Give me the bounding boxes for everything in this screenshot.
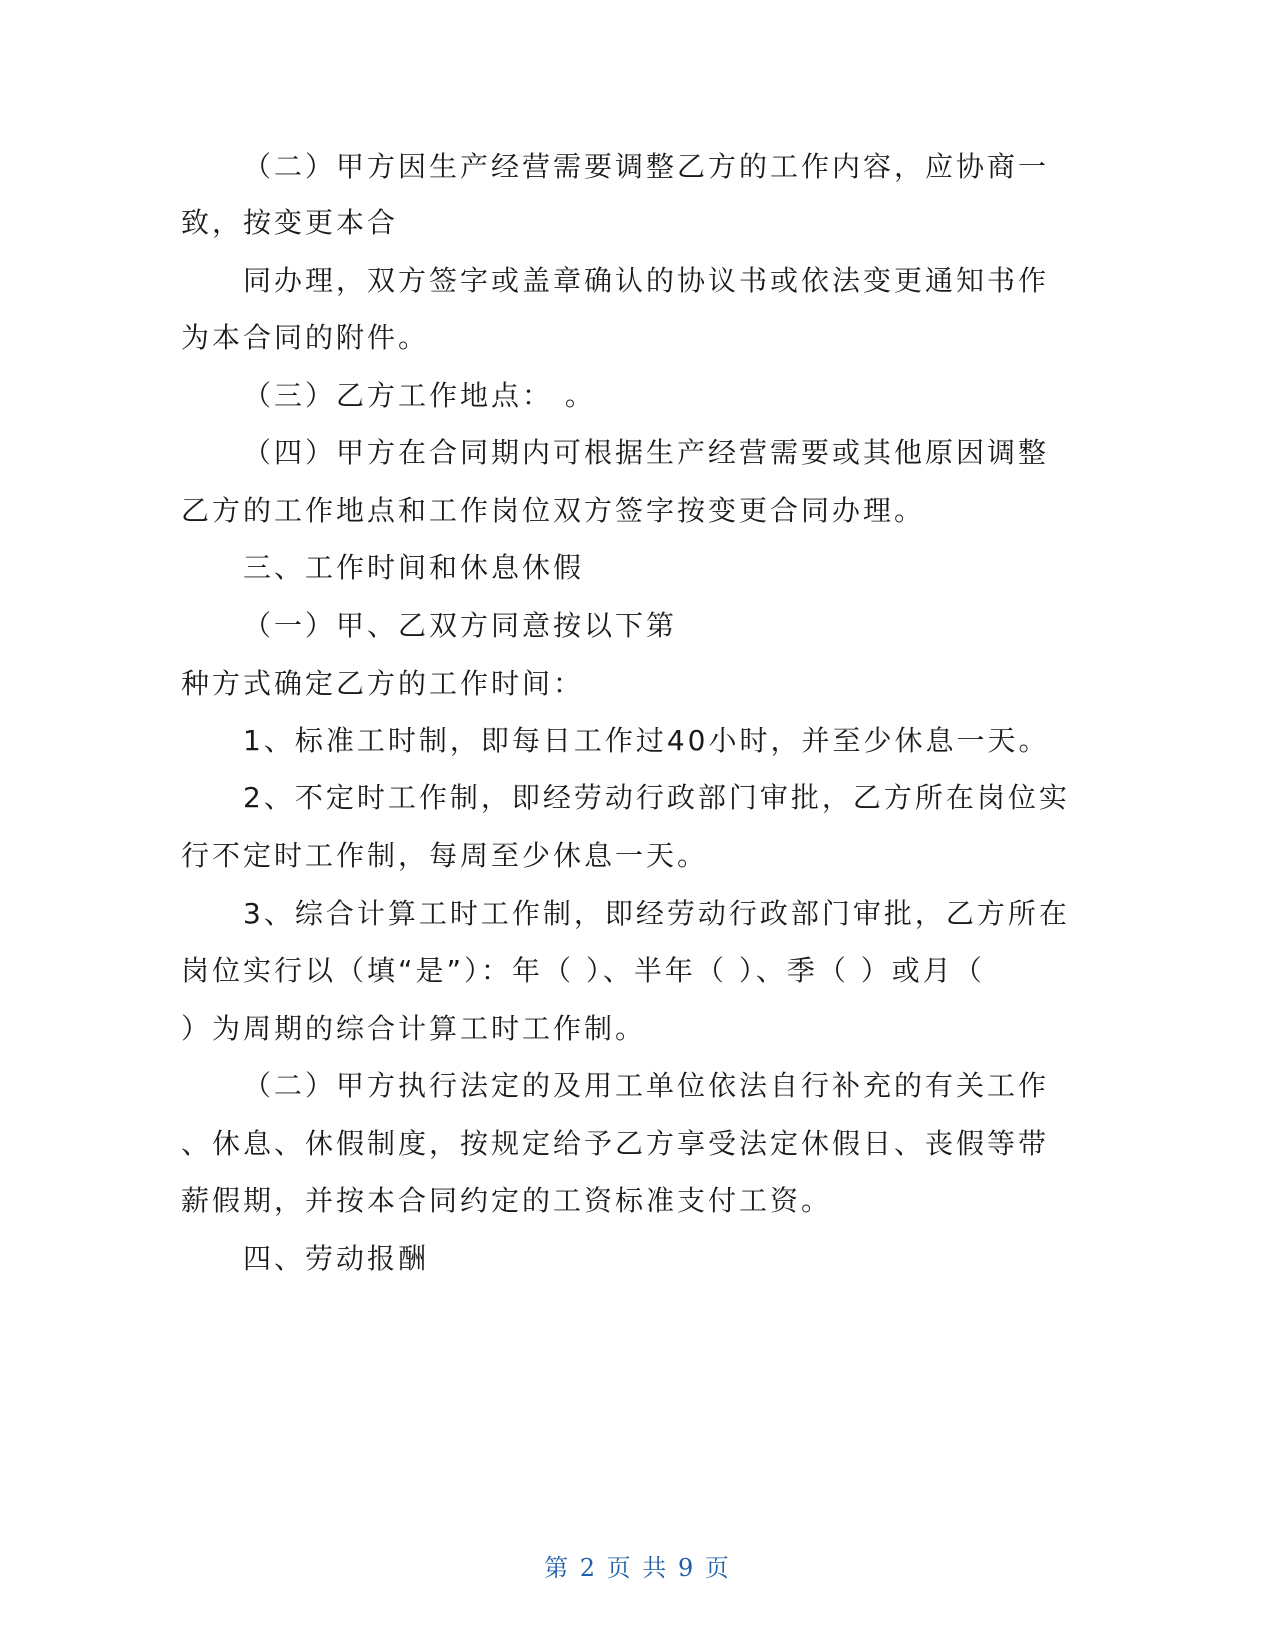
section-heading: 三、工作时间和休息休假 <box>243 551 585 584</box>
text-line: 岗位实行以（填“是”）：年（ ）、半年（ ）、季（ ）或月（ <box>181 954 985 987</box>
text-line: 薪假期，并按本合同约定的工资标准支付工资。 <box>181 1184 833 1217</box>
text-line: 同办理，双方签字或盖章确认的协议书或依法变更通知书作 <box>243 264 1050 297</box>
text-line: （四）甲方在合同期内可根据生产经营需要或其他原因调整 <box>243 436 1050 469</box>
text-line: 2、不定时工作制，即经劳动行政部门审批，乙方所在岗位实 <box>243 781 1070 814</box>
text-line: 行不定时工作制，每周至少休息一天。 <box>181 839 709 872</box>
text-line: 、休息、休假制度，按规定给予乙方享受法定休假日、丧假等带 <box>181 1127 1050 1160</box>
text-line: 致，按变更本合 <box>181 206 399 239</box>
text-line: （三）乙方工作地点： 。 <box>243 379 596 412</box>
text-line: （一）甲、乙双方同意按以下第 <box>243 609 678 642</box>
text-line: 种方式确定乙方的工作时间： <box>181 667 585 700</box>
text-line: ）为周期的综合计算工时工作制。 <box>181 1012 647 1045</box>
text-line: 乙方的工作地点和工作岗位双方签字按变更合同办理。 <box>181 494 926 527</box>
text-line: 为本合同的附件。 <box>181 321 430 354</box>
text-line: （二）甲方执行法定的及用工单位依法自行补充的有关工作 <box>243 1069 1050 1102</box>
page-number-footer: 第 2 页 共 9 页 <box>544 1554 731 1582</box>
text-line: 1、标准工时制，即每日工作过40小时，并至少休息一天。 <box>243 724 1050 757</box>
text-line: 3、综合计算工时工作制，即经劳动行政部门审批，乙方所在 <box>243 897 1070 930</box>
text-line: （二）甲方因生产经营需要调整乙方的工作内容，应协商一 <box>243 150 1050 183</box>
section-heading: 四、劳动报酬 <box>243 1242 430 1275</box>
